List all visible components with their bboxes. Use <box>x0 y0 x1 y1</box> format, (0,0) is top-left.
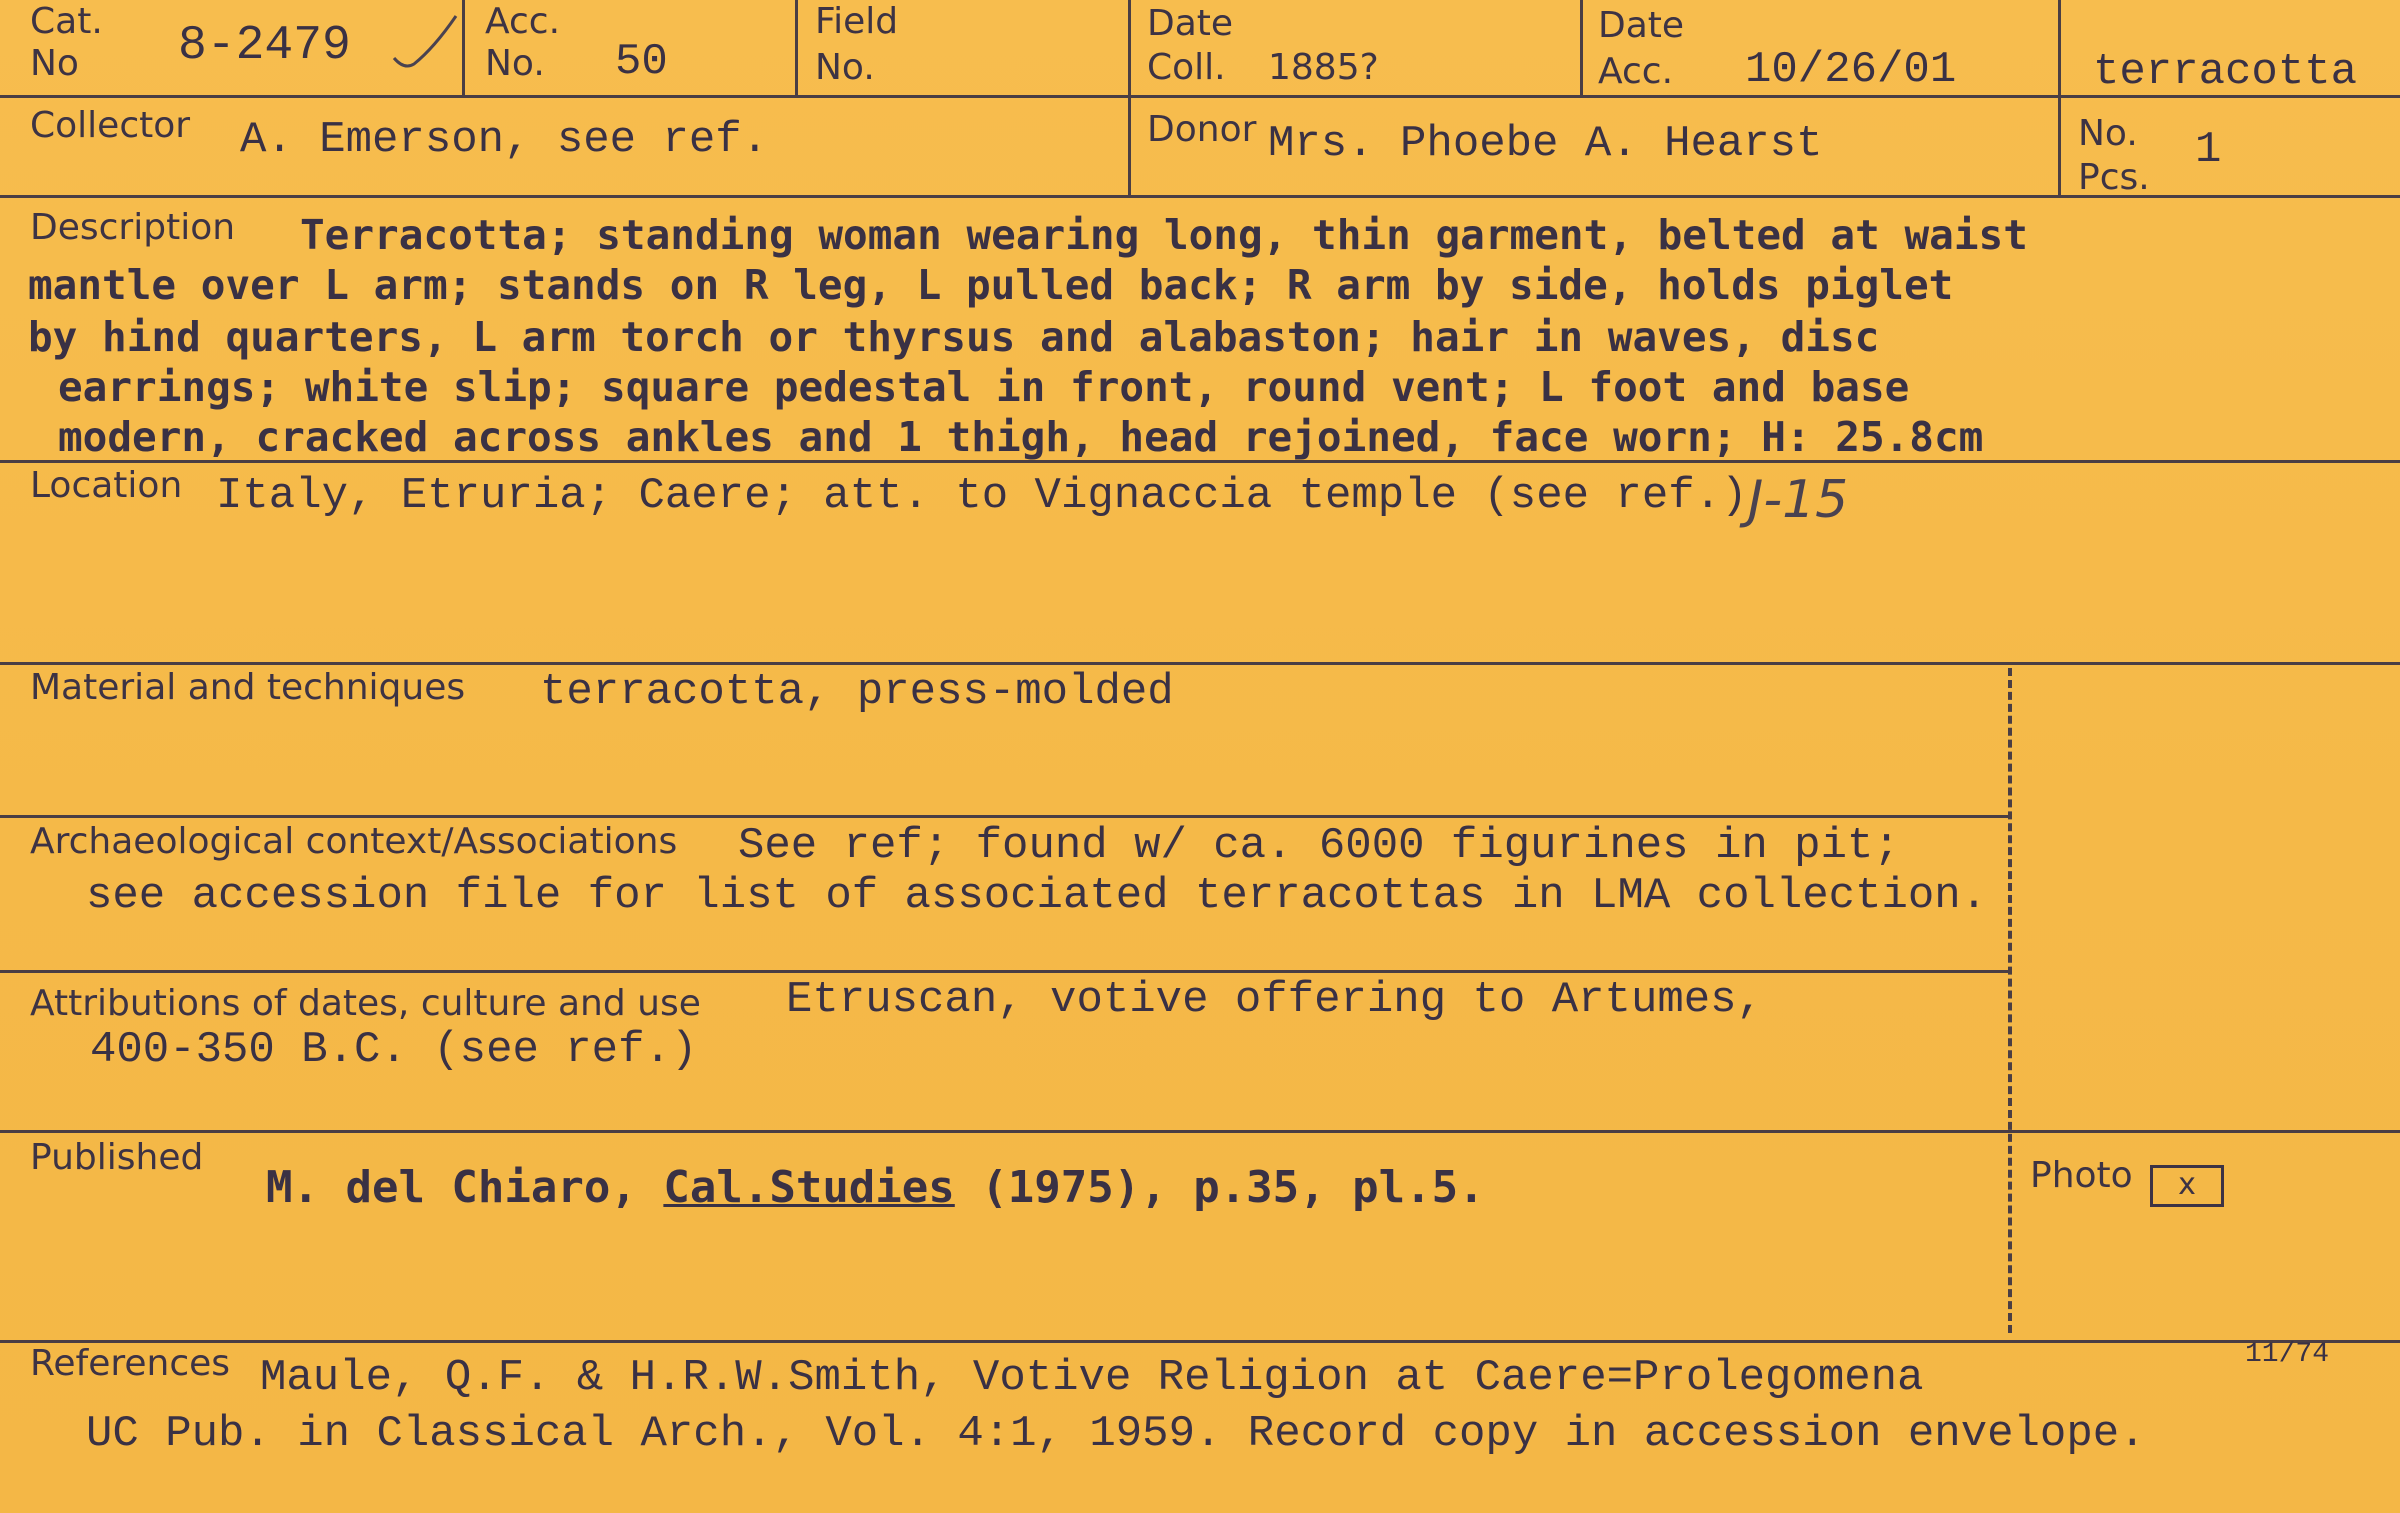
accession-number: 50 <box>615 37 668 87</box>
donor-label: Donor <box>1147 109 1257 150</box>
published-citation <box>266 1162 1485 1213</box>
cat-no-label: No <box>30 43 79 84</box>
description-line: earrings; white slip; square pedestal in front, round vent; L foot and base <box>58 363 1910 411</box>
collector: A. Emerson, see ref. <box>240 115 769 165</box>
divider-header <box>0 95 2400 98</box>
acc-no-label: No. <box>485 43 545 84</box>
date-collected: 1885? <box>1268 47 1379 88</box>
context-line: See ref; found w/ ca. 6000 figurines in pit; <box>738 821 1900 871</box>
reference-line: UC Pub. in Classical Arch., Vol. 4:1, 1959. Record copy in accession envelope. <box>86 1409 2146 1459</box>
pieces-count: 1 <box>2195 125 2222 175</box>
divider-v <box>795 0 798 95</box>
attributions-line: 400-350 B.C. (see ref.) <box>90 1025 698 1075</box>
published-details: (1975), p.35, pl.5. <box>981 1162 1485 1213</box>
date-coll-label: Date <box>1147 3 1234 44</box>
divider-material <box>0 815 2010 818</box>
material: terracotta, press-molded <box>540 667 1174 717</box>
date-acc-prefix: Acc. <box>1598 51 1674 92</box>
divider-v <box>1128 0 1131 198</box>
category: terracotta <box>2093 47 2358 97</box>
divider-location <box>0 662 2400 665</box>
date-code: 11/74 <box>2245 1339 2330 1370</box>
location-label: Location <box>30 465 183 506</box>
collector-label: Collector <box>30 105 191 146</box>
date-acc-label: Date <box>1598 5 1685 46</box>
donor: Mrs. Phoebe A. Hearst <box>1268 119 1823 169</box>
pieces-label-2: Pcs. <box>2078 157 2150 198</box>
divider-attributions <box>0 1130 2400 1133</box>
description-label: Description <box>30 207 236 248</box>
date-coll-prefix: Coll. <box>1147 47 1226 88</box>
check-mark-icon <box>390 10 460 70</box>
pieces-label: No. <box>2078 113 2138 154</box>
divider-v <box>1580 0 1583 95</box>
divider-v <box>2058 0 2061 198</box>
field-no-label: No. <box>815 47 875 88</box>
divider-published <box>0 1340 2400 1343</box>
catalog-number: 8-2479 <box>178 19 351 73</box>
field-label: Field <box>815 1 899 42</box>
context-label: Archaeological context/Associations <box>30 821 678 862</box>
reference-line: Maule, Q.F. & H.R.W.Smith, Votive Religion at Caere=Prolegomena <box>260 1353 1924 1403</box>
location: Italy, Etruria; Caere; att. to Vignaccia temple (see ref.) <box>216 471 1748 521</box>
references-label: References <box>30 1343 231 1384</box>
acc-label: Acc. <box>485 1 561 42</box>
handwritten-note: J-15 <box>1748 470 1849 530</box>
divider-v <box>462 0 465 95</box>
context-line: see accession file for list of associated terracottas in LMA collection. <box>86 871 1988 921</box>
description-line: by hind quarters, L arm torch or thyrsus and alabaston; hair in waves, disc <box>28 313 1880 361</box>
date-accessioned: 10/26/01 <box>1745 45 1957 95</box>
attributions-label: Attributions of dates, culture and use <box>30 983 701 1024</box>
description-line: Terracotta; standing woman wearing long, thin garment, belted at waist <box>300 211 2028 259</box>
description-line: modern, cracked across ankles and 1 thigh, head rejoined, face worn; H: 25.8cm <box>58 413 1984 461</box>
divider-context <box>0 970 2010 973</box>
photo-checkbox[interactable]: x <box>2150 1165 2224 1207</box>
published-title: Cal.Studies <box>663 1162 955 1213</box>
description-line: mantle over L arm; stands on R leg, L pulled back; R arm by side, holds piglet <box>28 261 1954 309</box>
divider-row2 <box>0 195 2400 198</box>
photo-label: Photo <box>2030 1155 2133 1196</box>
published-label: Published <box>30 1137 204 1178</box>
published-author: M. del Chiaro, <box>266 1162 637 1213</box>
attributions-line: Etruscan, votive offering to Artumes, <box>786 975 1763 1025</box>
cat-label: Cat. <box>30 1 103 42</box>
material-label: Material and techniques <box>30 667 466 708</box>
dashed-divider <box>2008 668 2012 1333</box>
